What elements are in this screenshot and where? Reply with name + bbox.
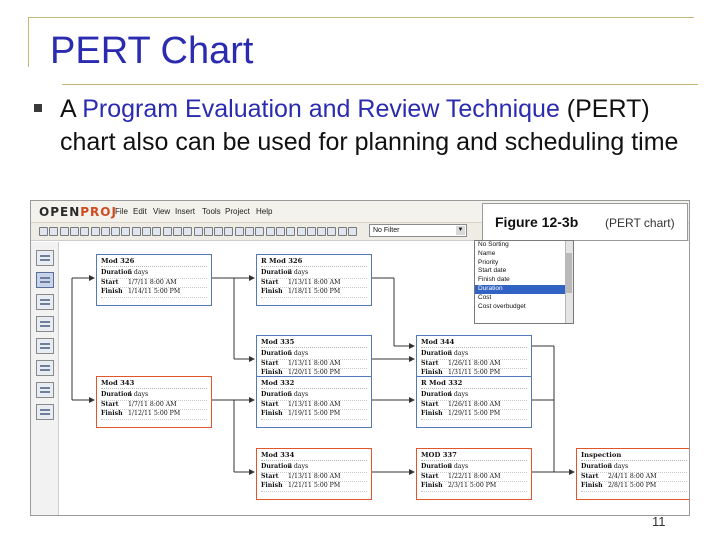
task-field-start — [261, 360, 367, 370]
group-icon[interactable] — [307, 227, 316, 236]
zoom-in-icon[interactable] — [194, 227, 203, 236]
task-field-duration — [581, 463, 687, 473]
field-value: 2 days — [288, 463, 309, 470]
task-usage-icon[interactable] — [36, 382, 54, 398]
slide-frame-top — [28, 17, 694, 18]
sort-option[interactable]: Cost — [478, 293, 492, 301]
back-icon[interactable] — [317, 227, 326, 236]
dropdown-scrollbar[interactable] — [565, 241, 573, 324]
field-value: 2 days — [288, 269, 309, 276]
task-node[interactable] — [96, 376, 212, 428]
slide-frame-left — [28, 17, 29, 67]
field-value: 1/13/11 8:00 AM — [288, 359, 341, 367]
task-name: Mod 332 — [261, 379, 367, 389]
resource-usage-icon[interactable] — [36, 404, 54, 420]
task-field-start — [101, 401, 207, 411]
unlink-icon[interactable] — [152, 227, 161, 236]
task-field-start — [261, 401, 367, 411]
field-value: 1/21/11 5:00 PM — [288, 482, 341, 489]
field-label: Duration — [261, 391, 292, 398]
task-node[interactable] — [576, 448, 690, 500]
task-field-finish — [261, 288, 367, 298]
field-label: Start — [101, 278, 119, 286]
task-name: R Mod 332 — [421, 379, 527, 389]
field-value: 3 days — [448, 350, 469, 357]
menu-help[interactable]: Help — [256, 207, 273, 216]
task-field-finish — [101, 410, 207, 420]
copy-icon[interactable] — [101, 227, 110, 236]
zoom-out-icon[interactable] — [204, 227, 213, 236]
task-name: MOD 337 — [421, 451, 527, 461]
field-label: Duration — [261, 463, 292, 470]
task-node[interactable] — [416, 448, 532, 500]
field-value: 1/12/11 5:00 PM — [128, 410, 181, 417]
field-label: Finish — [261, 288, 283, 295]
field-label: Duration — [581, 463, 612, 470]
outdent-icon[interactable] — [183, 227, 192, 236]
field-label: Start — [421, 472, 439, 480]
print-icon[interactable] — [70, 227, 79, 236]
field-label: Duration — [261, 350, 292, 357]
task-name: Mod 334 — [261, 451, 367, 461]
next-icon[interactable] — [348, 227, 357, 236]
assign-icon[interactable] — [235, 227, 244, 236]
field-value: 2/4/11 8:00 AM — [608, 472, 657, 480]
menu-tools[interactable]: Tools — [202, 207, 221, 216]
task-name: Mod 343 — [101, 379, 207, 389]
task-field-start — [101, 279, 207, 289]
task-node[interactable] — [416, 376, 532, 428]
field-label: Start — [581, 472, 599, 480]
field-value: 3 days — [608, 463, 629, 470]
task-node[interactable] — [256, 254, 372, 306]
figure-subtitle: (PERT chart) — [605, 216, 675, 230]
view-sidebar — [31, 242, 59, 516]
menu-edit[interactable]: Edit — [133, 207, 147, 216]
new-icon[interactable] — [39, 227, 48, 236]
sort-option[interactable]: Cost overbudget — [478, 302, 526, 310]
bullet-text — [60, 93, 700, 159]
task-node[interactable] — [96, 254, 212, 306]
task-field-start — [421, 401, 527, 411]
field-value: 1/20/11 5:00 PM — [288, 369, 341, 376]
field-value: 1/14/11 5:00 PM — [128, 288, 181, 295]
sort-icon[interactable] — [297, 227, 306, 236]
task-field-duration — [101, 269, 207, 279]
chevron-down-icon[interactable]: ▼ — [457, 227, 464, 233]
redo-icon[interactable] — [132, 227, 141, 236]
field-label: Duration — [421, 350, 452, 357]
field-label: Start — [421, 400, 439, 408]
sort-option[interactable]: No Sorting — [478, 241, 509, 248]
task-field-finish — [101, 288, 207, 298]
field-value: 1/19/11 5:00 PM — [288, 410, 341, 417]
field-value: 1/13/11 8:00 AM — [288, 472, 341, 480]
slide-title: PERT Chart — [50, 30, 254, 72]
openproj-screenshot — [30, 200, 690, 516]
task-name: Inspection — [581, 451, 687, 461]
right-icon[interactable] — [224, 227, 233, 236]
filter-select[interactable]: No Filter ▼ — [369, 224, 467, 237]
task-field-finish — [421, 482, 527, 492]
field-value: 5 days — [128, 269, 149, 276]
task-node[interactable] — [256, 376, 372, 428]
field-label: Duration — [101, 269, 132, 276]
field-label: Finish — [261, 482, 283, 489]
openproj-logo: OPENPROJ — [39, 205, 117, 219]
task-field-duration — [261, 391, 367, 401]
field-value: 2/3/11 5:00 PM — [448, 482, 497, 489]
bullet-text-part1: A — [60, 95, 83, 123]
preview-icon[interactable] — [80, 227, 89, 236]
page-number: 11 — [652, 514, 666, 529]
scroll-icon[interactable] — [276, 227, 285, 236]
paste-icon[interactable] — [111, 227, 120, 236]
gantt-view-icon[interactable] — [36, 250, 54, 266]
notes-icon[interactable] — [255, 227, 264, 236]
task-field-duration — [421, 463, 527, 473]
bullet-text-highlight: Program Evaluation and Review Technique — [82, 95, 560, 123]
pert-network-diagram — [60, 242, 690, 516]
menu-insert[interactable]: Insert — [175, 207, 196, 216]
field-label: Duration — [421, 463, 452, 470]
wbs-view-icon[interactable] — [36, 316, 54, 332]
field-label: Duration — [261, 269, 292, 276]
task-field-duration — [101, 391, 207, 401]
menu-project[interactable]: Project — [225, 207, 250, 216]
indent-icon[interactable] — [173, 227, 182, 236]
task-field-duration — [261, 463, 367, 473]
field-label: Finish — [261, 410, 283, 417]
task-field-duration — [261, 350, 367, 360]
bullet-text-part2: (PERT) chart also can be used for planning and scheduling time — [60, 95, 679, 156]
field-value: 1/13/11 8:00 AM — [288, 278, 341, 286]
undo-icon[interactable] — [121, 227, 130, 236]
field-value: 1/31/11 5:00 PM — [448, 369, 501, 376]
field-label: Duration — [421, 391, 452, 398]
figure-label — [482, 203, 688, 241]
task-node[interactable] — [256, 448, 372, 500]
task-field-start — [261, 473, 367, 483]
sort-option[interactable]: Name — [478, 249, 496, 257]
title-divider — [62, 84, 698, 85]
sort-option[interactable]: Finish date — [478, 276, 510, 284]
resources-view-icon[interactable] — [36, 294, 54, 310]
task-field-duration — [261, 269, 367, 279]
link-icon[interactable] — [142, 227, 151, 236]
cut-icon[interactable] — [91, 227, 100, 236]
field-label: Finish — [421, 482, 443, 489]
task-field-finish — [261, 482, 367, 492]
task-name: Mod 326 — [101, 257, 207, 267]
field-value: 1/7/11 8:00 AM — [128, 400, 177, 408]
task-name: R Mod 326 — [261, 257, 367, 267]
task-name: Mod 335 — [261, 338, 367, 348]
field-value: 1/18/11 5:00 PM — [288, 288, 341, 295]
task-field-finish — [421, 410, 527, 420]
task-field-duration — [421, 391, 527, 401]
field-label: Start — [261, 472, 279, 480]
task-field-duration — [421, 350, 527, 360]
task-field-start — [421, 360, 527, 370]
field-label: Start — [261, 278, 279, 286]
field-label: Duration — [101, 391, 132, 398]
field-value: 4 days — [128, 391, 149, 398]
field-value: 5 days — [288, 391, 309, 398]
scrollbar-thumb[interactable] — [566, 253, 572, 293]
field-value: 2/8/11 5:00 PM — [608, 482, 657, 489]
task-field-finish — [261, 410, 367, 420]
task-field-start — [581, 473, 687, 483]
network-view-icon[interactable] — [36, 272, 54, 288]
field-value: 1/26/11 8:00 AM — [448, 359, 501, 367]
field-value: 1/26/11 8:00 AM — [448, 400, 501, 408]
field-label: Start — [101, 400, 119, 408]
find-icon[interactable] — [266, 227, 275, 236]
info-icon[interactable] — [245, 227, 254, 236]
task-field-finish — [581, 482, 687, 492]
report-view-icon[interactable] — [36, 360, 54, 376]
bullet-marker — [34, 104, 42, 112]
task-field-start — [421, 473, 527, 483]
field-label: Finish — [421, 410, 443, 417]
sort-option[interactable]: Priority — [478, 258, 499, 266]
prev-icon[interactable] — [338, 227, 347, 236]
field-label: Start — [261, 359, 279, 367]
field-value: 1/13/11 8:00 AM — [288, 400, 341, 408]
left-icon[interactable] — [214, 227, 223, 236]
field-label: Finish — [101, 288, 123, 295]
menu-file[interactable]: File — [115, 207, 128, 216]
field-value: 1/29/11 5:00 PM — [448, 410, 501, 417]
open-icon[interactable] — [49, 227, 58, 236]
save-icon[interactable] — [60, 227, 69, 236]
field-value: 5 days — [288, 350, 309, 357]
field-value: 4 days — [448, 391, 469, 398]
figure-title: Figure 12-3b — [495, 214, 579, 230]
menu-view[interactable]: View — [153, 207, 171, 216]
field-label: Finish — [581, 482, 603, 489]
split-icon[interactable] — [163, 227, 172, 236]
sort-option[interactable]: Duration — [475, 285, 573, 294]
field-value: 9 days — [448, 463, 469, 470]
sort-dropdown[interactable] — [474, 240, 574, 324]
field-value: 1/22/11 8:00 AM — [448, 472, 501, 480]
sort-option[interactable]: Start date — [478, 267, 507, 275]
task-name: Mod 344 — [421, 338, 527, 348]
field-label: Finish — [261, 369, 283, 376]
rbs-view-icon[interactable] — [36, 338, 54, 354]
filter-icon[interactable] — [286, 227, 295, 236]
field-label: Finish — [421, 369, 443, 376]
forward-icon[interactable] — [327, 227, 336, 236]
task-field-start — [261, 279, 367, 289]
field-label: Start — [261, 400, 279, 408]
field-value: 1/7/11 8:00 AM — [128, 278, 177, 286]
field-label: Start — [421, 359, 439, 367]
field-label: Finish — [101, 410, 123, 417]
